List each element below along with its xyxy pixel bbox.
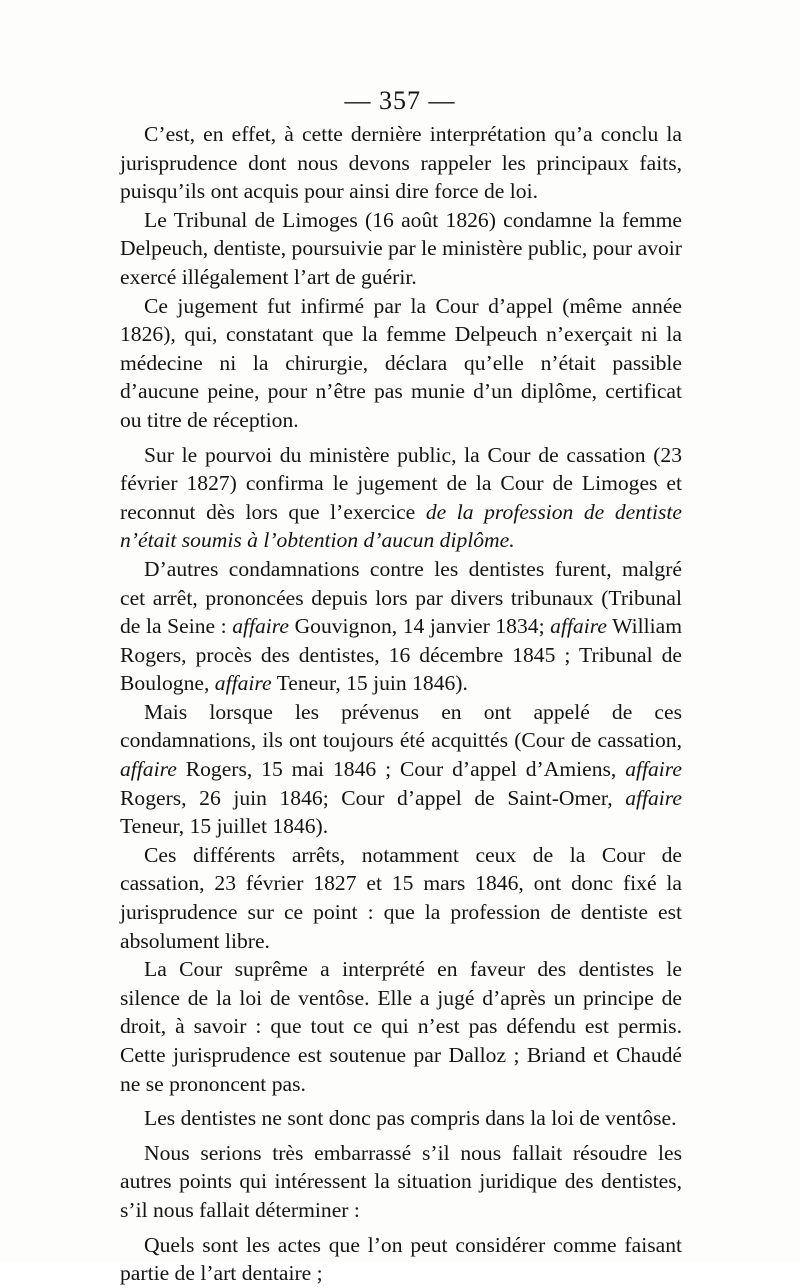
- paragraph-6-text-1: Mais lorsque les prévenus en ont appelé de ces condamnations, ils ont toujours été acquittés (Cour de cassation,: [120, 699, 682, 753]
- paragraph-4: [120, 441, 682, 555]
- paragraph-11-text-1: Quels sont les actes que l’on peut considérer comme faisant partie de l’art dentaire ;: [120, 1232, 682, 1286]
- page-number: — 357 —: [344, 86, 456, 115]
- paragraph-6-italic-text-1: affaire: [120, 757, 177, 782]
- paragraph-7: [120, 841, 682, 955]
- paragraph-3-text-1: Ce jugement fut infirmé par la Cour d’appel (même année 1826), qui, constatant que la femme Delpeuch n’exerçait ni la médecine ni la chirurgie, déclara qu’elle n’était passible d’aucune peine, pour n’être pas munie d’un diplôme, certificat ou titre de réception.: [120, 293, 682, 432]
- paragraph-5-text-1: D’autres condamnations contre les dentistes furent, malgré cet arrêt, prononcées depuis lors par divers tribunaux (Tribunal de la Seine :: [120, 556, 682, 639]
- paragraph-5-italic-text-1: affaire: [232, 614, 289, 639]
- paragraph-5-text-2: Gouvignon, 14 janvier 1834;: [289, 614, 551, 639]
- paragraph-1: [120, 120, 682, 206]
- paragraph-7-text-1: Ces différents arrêts, notamment ceux de la Cour de cassation, 23 février 1827 et 15 mars 1846, ont donc fixé la jurisprudence sur ce point : que la profession de dentiste est absolument libre.: [120, 842, 682, 953]
- paragraph-1-text-1: C’est, en effet, à cette dernière interprétation qu’a conclu la jurisprudence dont nous devons rappeler les principaux faits, puisqu’ils ont acquis pour ainsi dire force de loi.: [120, 122, 682, 204]
- paragraph-10: [120, 1139, 682, 1225]
- paragraph-4-italic-text-1: de la profession de dentiste n’était soumis à l’obtention d’aucun diplôme.: [120, 499, 682, 553]
- paragraph-5: [120, 555, 682, 698]
- body-text: [120, 120, 682, 1288]
- paragraph-6-text-2: Rogers, 15 mai 1846 ; Cour d’appel d’Amiens,: [176, 757, 626, 782]
- paragraph-3: [120, 292, 682, 435]
- paragraph-6-italic-text-3: affaire: [625, 785, 682, 810]
- paragraph-6-italic-text-2: affaire: [625, 757, 682, 782]
- paragraph-8: [120, 955, 682, 1098]
- paragraph-5-text-4: Teneur, 15 juin 1846).: [271, 671, 468, 696]
- paragraph-8-text-1: La Cour suprême a interprété en faveur des dentistes le silence de la loi de ventôse. Elle a jugé d’après un principe de droit, à savoir : que tout ce qui n’est pas défendu est permis. Cette jurisprudence est soutenue par Dalloz ; Briand et Chaudé ne se prononcent pas.: [120, 957, 682, 1096]
- paragraph-4-text-1: Sur le pourvoi du ministère public, la Cour de cassation (23 février 1827) confirma le jugement de la Cour de Limoges et reconnut dès lors que l’exercice: [120, 442, 682, 524]
- paragraph-11: [120, 1231, 682, 1288]
- paragraph-5-italic-text-3: affaire: [214, 671, 272, 696]
- paragraph-2: [120, 206, 682, 292]
- paragraph-9: [120, 1104, 682, 1133]
- paragraph-6-text-3: Rogers, 26 juin 1846; Cour d’appel de Saint-Omer,: [120, 785, 626, 810]
- paragraph-2-text-1: Le Tribunal de Limoges (16 août 1826) condamne la femme Delpeuch, dentiste, poursuivie par le ministère public, pour avoir exercé illégalement l’art de guérir.: [120, 207, 682, 289]
- paragraph-9-text-1: Les dentistes ne sont donc pas compris dans la loi de ventôse.: [144, 1106, 677, 1131]
- paragraph-5-italic-text-2: affaire: [550, 614, 607, 639]
- paragraph-6-text-4: Teneur, 15 juillet 1846).: [120, 814, 329, 839]
- paragraph-5-text-3: William Rogers, procès des dentistes, 16 décembre 1845 ; Tribunal de Boulogne,: [120, 614, 682, 696]
- paragraph-6: [120, 698, 682, 841]
- paragraph-10-text-1: Nous serions très embarrassé s’il nous fallait résoudre les autres points qui intéressent la situation juridique des dentistes, s’il nous fallait déterminer :: [120, 1140, 682, 1222]
